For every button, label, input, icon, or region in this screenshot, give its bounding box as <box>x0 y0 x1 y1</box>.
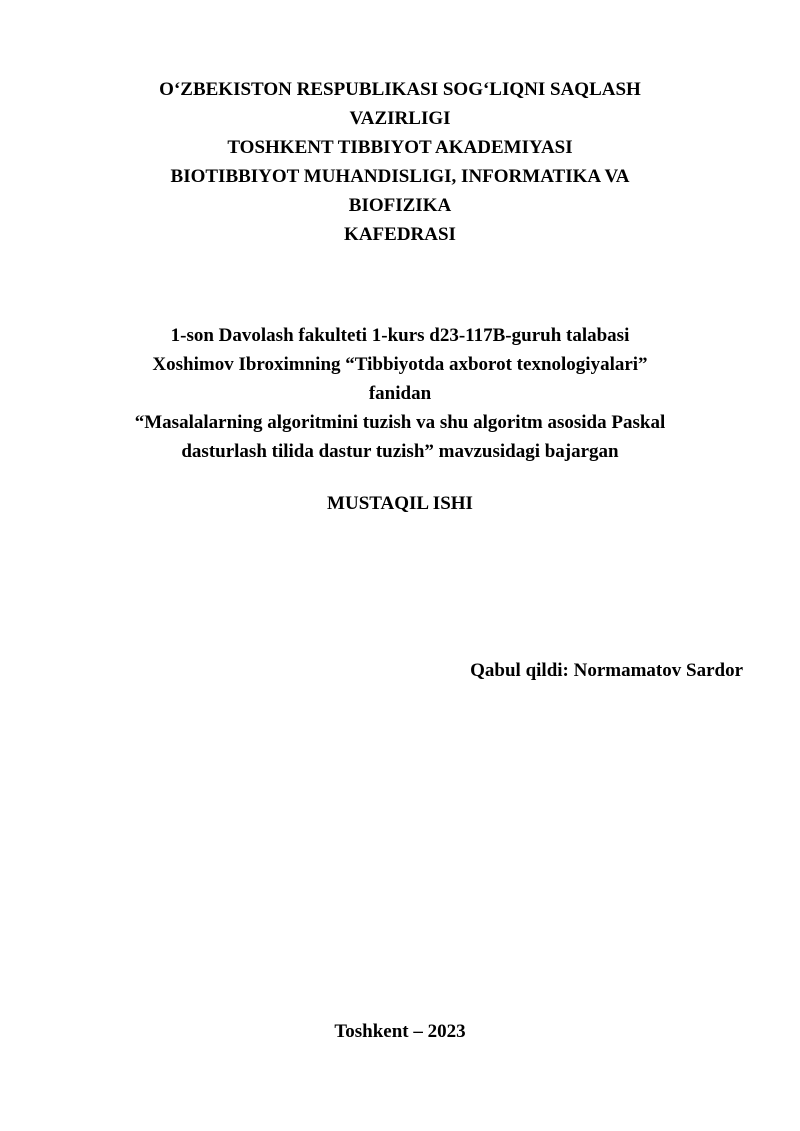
student-info-line: “Masalalarning algoritmini tuzish va shu algoritm asosida Paskal <box>134 412 666 433</box>
student-info-line: dasturlash tilida dastur tuzish” mavzusidagi bajargan <box>181 441 619 462</box>
header-line: O‘ZBEKISTON RESPUBLIKASI SOG‘LIQNI SAQLASH <box>159 79 641 100</box>
header-line: BIOTIBBIYOT MUHANDISLIGI, INFORMATIKA VA <box>170 166 630 187</box>
student-info <box>0 321 800 466</box>
header-line: TOSHKENT TIBBIYOT AKADEMIYASI <box>227 137 573 158</box>
header-line: BIOFIZIKA <box>348 195 452 216</box>
student-info-line: 1-son Davolash fakulteti 1-kurs d23-117B-guruh talabasi <box>170 325 630 346</box>
student-info-line: fanidan <box>368 383 432 404</box>
header-line: VAZIRLIGI <box>349 108 451 129</box>
place-year-footer: Toshkent – 2023 <box>334 1021 466 1042</box>
work-title: MUSTAQIL ISHI <box>327 493 473 514</box>
student-info-line: Xoshimov Ibroximning “Tibbiyotda axborot texnologiyalari” <box>152 354 648 375</box>
accepted-by: Qabul qildi: Normamatov Sardor <box>470 660 743 681</box>
header-line: KAFEDRASI <box>344 224 456 245</box>
institution-header <box>0 75 800 249</box>
